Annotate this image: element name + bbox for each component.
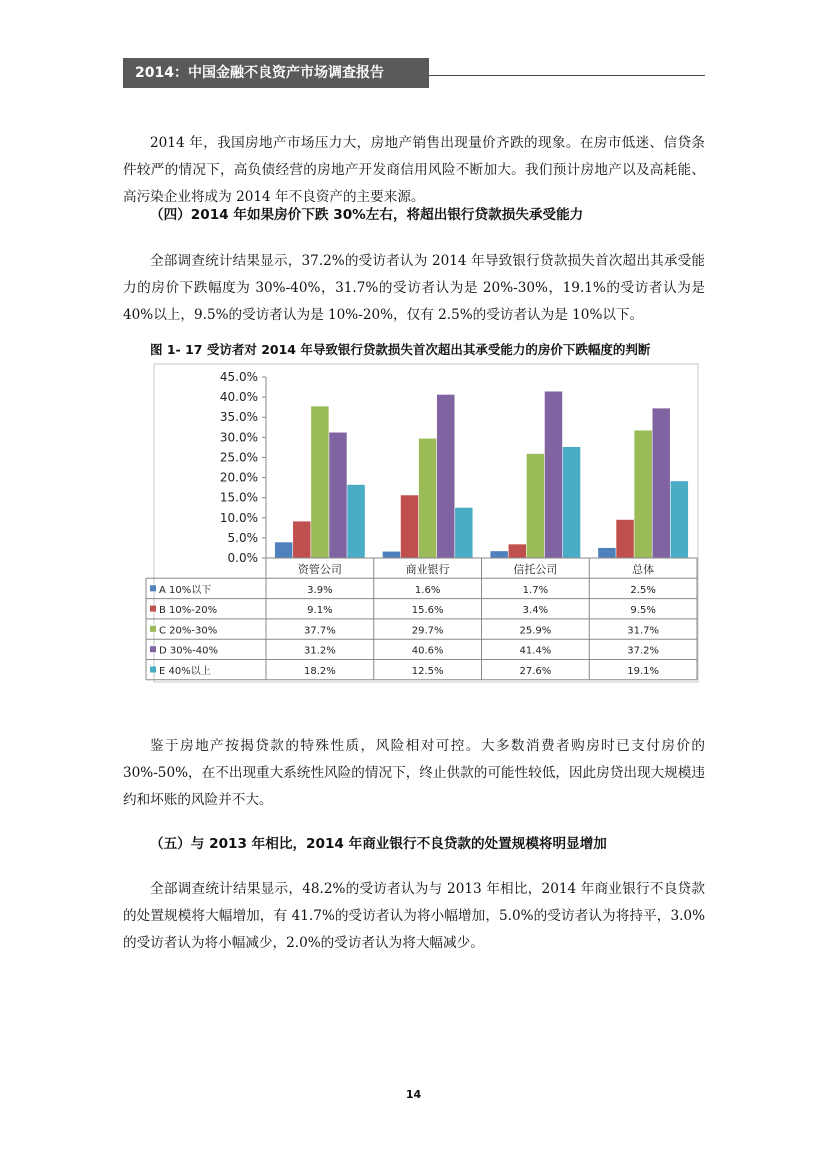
y-tick-label: 30.0% [219, 430, 258, 445]
bar [490, 551, 508, 558]
bar [598, 548, 616, 558]
legend-label: D 30%-40% [159, 645, 218, 657]
y-tick-label: 20.0% [219, 470, 258, 485]
data-label: 18.2% [303, 666, 336, 677]
bar [671, 481, 689, 558]
y-tick-label: 45.0% [219, 370, 258, 384]
legend-key [150, 585, 156, 591]
bar [527, 454, 545, 558]
legend-key [150, 606, 156, 612]
y-tick-label: 10.0% [219, 510, 258, 525]
data-label: 2.5% [630, 584, 656, 596]
y-tick-label: 0.0% [227, 551, 258, 565]
bar [563, 447, 581, 558]
data-label: 1.7% [522, 584, 549, 596]
data-label: 15.6% [411, 605, 444, 617]
data-label: 29.7% [411, 625, 444, 637]
legend-label: A 10%以下 [159, 584, 212, 596]
data-label: 3.4% [522, 605, 549, 617]
data-label: 3.9% [307, 584, 333, 596]
paragraph-1: 2014 年，我国房地产市场压力大，房地产销售出现量价齐跌的现象。在房市低迷、信贷条件较严的情况下，高负债经营的房地产开发商信用风险不断加大。我们预计房地产以及高耗能、高污染企业将成为 2014 年不良资产的主要来源。 [123, 135, 705, 205]
data-label: 9.1% [307, 605, 333, 617]
paragraph-4: 全部调查统计结果显示，48.2%的受访者认为与 2013 年相比，2014 年商业银行不良贷款的处置规模将大幅增加，有 41.7%的受访者认为将小幅增加，5.0%的受访者认为将持平，3.0%的受访者认为将小幅减少，2.0%的受访者认为将大幅减少。 [123, 881, 705, 951]
data-label: 40.6% [411, 645, 444, 657]
bar [437, 395, 455, 558]
paragraph-2: 全部调查统计结果显示，37.2%的受访者认为 2014 年导致银行贷款损失首次超出其承受能力的房价下跌幅度为 30%-40%，31.7%的受访者认为是 20%-30%，19.1%的受访者认为是 40%以上，9.5%的受访者认为是 10%-20%，仅有 2.5%的受访者认为是 10%以下。 [123, 253, 705, 323]
y-tick-label: 15.0% [219, 490, 258, 505]
bar-chart [0, 360, 827, 760]
data-label: 37.2% [627, 645, 660, 657]
header-rule [429, 75, 705, 76]
legend-label: B 10%-20% [159, 605, 218, 617]
bar [275, 542, 293, 558]
category-label: 总体 [632, 563, 655, 576]
bar [652, 408, 670, 558]
y-tick-label: 40.0% [219, 390, 258, 405]
data-label: 31.2% [303, 645, 336, 657]
bar [634, 430, 652, 558]
page-number: 14 [405, 1088, 422, 1101]
category-label: 商业银行 [405, 563, 450, 576]
y-tick-label: 35.0% [219, 410, 258, 425]
data-label: 12.5% [411, 666, 444, 677]
bar [616, 520, 634, 558]
bar [509, 544, 527, 558]
data-label: 1.6% [414, 584, 441, 596]
section-heading-4: （四）2014 年如果房价下跌 30%左右，将超出银行贷款损失承受能力 [150, 207, 584, 223]
legend-key [150, 626, 156, 632]
data-label: 19.1% [627, 666, 660, 677]
paragraph-3: 鉴于房地产按揭贷款的特殊性质，风险相对可控。大多数消费者购房时已支付房价的 30%-50%，在不出现重大系统性风险的情况下，终止供款的可能性较低，因此房贷出现大规模违约和坏账的风险并不大。 [123, 738, 705, 808]
y-tick-label: 5.0% [227, 530, 258, 545]
category-label: 信托公司 [513, 563, 558, 576]
legend-label: C 20%-30% [159, 625, 218, 637]
bar [311, 406, 329, 558]
legend-key [150, 646, 156, 652]
header-title: 2014：中国金融不良资产市场调查报告 [123, 58, 429, 88]
data-label: 27.6% [519, 666, 552, 677]
data-label: 25.9% [519, 625, 552, 637]
bar [401, 495, 419, 558]
figure-caption: 图 1- 17 受访者对 2014 年导致银行贷款损失首次超出其承受能力的房价下跌幅度的判断 [150, 342, 651, 357]
bar [545, 391, 563, 558]
bar [293, 521, 311, 558]
data-label: 31.7% [627, 625, 660, 637]
data-label: 37.7% [303, 625, 336, 637]
section-heading-5: （五）与 2013 年相比，2014 年商业银行不良贷款的处置规模将明显增加 [150, 836, 607, 852]
bar [329, 433, 347, 558]
data-label: 9.5% [630, 605, 656, 617]
bar [383, 552, 401, 558]
bar [455, 508, 473, 558]
legend-label: E 40%以上 [159, 666, 211, 677]
legend-key [150, 667, 156, 673]
data-label: 41.4% [519, 645, 552, 657]
category-label: 资管公司 [297, 563, 342, 576]
y-tick-label: 25.0% [219, 450, 258, 465]
bar [347, 485, 365, 558]
bar [419, 439, 437, 558]
